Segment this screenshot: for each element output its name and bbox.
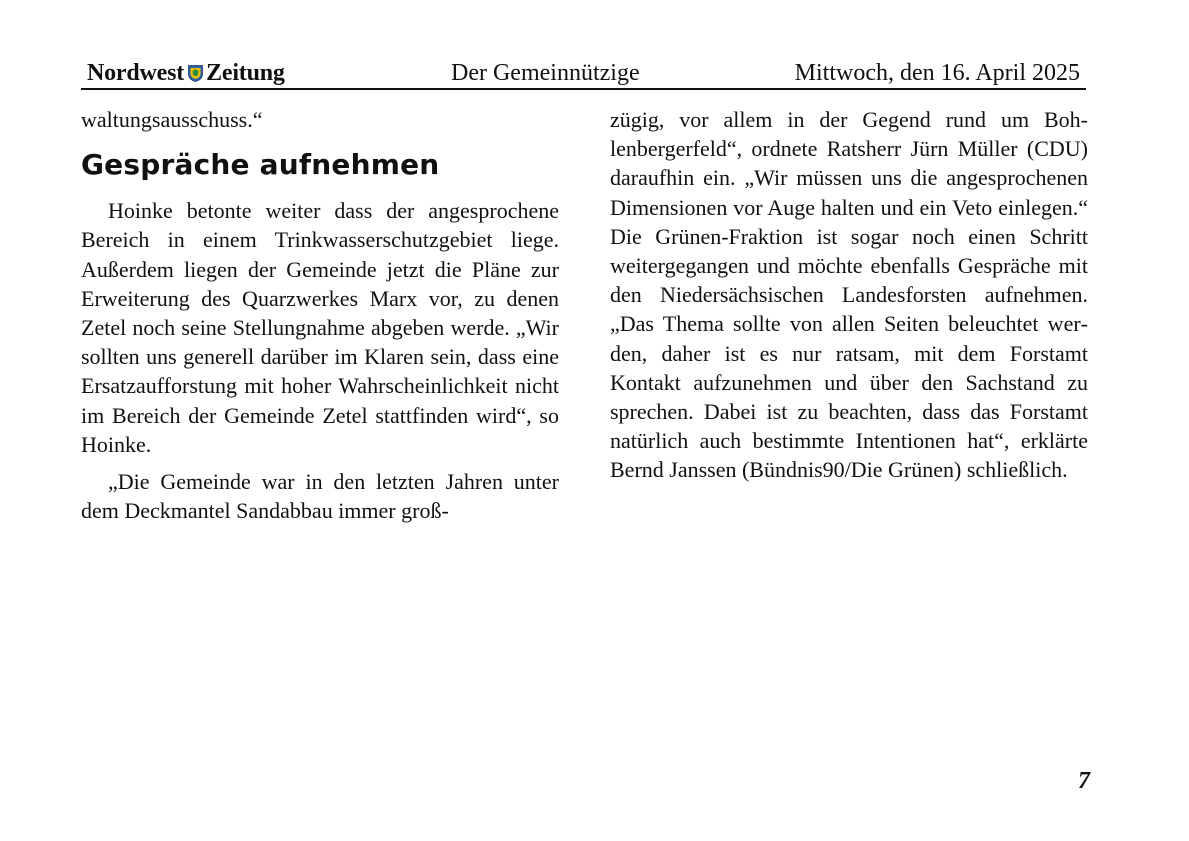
section-title: Der Gemeinnützige [451,60,640,86]
page-number: 7 [1078,768,1090,794]
continued-text: waltungsausschuss.“ [81,107,263,132]
article-column-left [81,105,559,525]
page-header [81,58,1086,90]
masthead-right-word: Zeitung [206,60,285,86]
article-subheading: Gespräche aufnehmen [81,148,440,182]
article-column-right [610,105,1088,485]
masthead-left-word: Nordwest [87,60,185,86]
article-paragraph-continued: zügig, vor allem in der Gegend rund um Bohlenbergerfeld“, ordnete Ratsherr Jürn Müller (CDU) daraufhin ein. „Wir müssen uns die angesprochenen Dimensionen vor Auge halten und ein Veto einlegen.“ Die Grünen-Fraktion ist sogar noch einen Schritt weitergegangen und möchte ebenfalls Gespräche mit den Niedersächsischen Landesforsten aufnehmen. „Das Thema sollte von allen Seiten beleuchtet werden, daher ist es nur ratsam, mit dem Forstamt Kontakt aufzunehmen und über den Sachstand zu sprechen. Dabei ist zu beachten, dass das Forstamt natürlich auch bestimmte Intentionen hat“, erklärte Bernd Janssen (Bündnis90/Die Grünen) schließlich. [610,107,1088,483]
article-paragraph: „Die Gemeinde war in den letzten Jahren unter dem Deckmantel Sandabbau immer groß- [81,469,559,524]
newspaper-masthead [87,60,285,87]
article-paragraph: Hoinke betonte weiter dass der angesprochene Bereich in einem Trinkwasserschutzgebiet liege. Außerdem liegen der Gemeinde jetzt die Pläne zur Erweiterung des Quarzwerkes Marx vor, zu denen Zetel noch seine Stellungnahme abgeben werde. „Wir sollten uns generell darüber im Klaren sein, dass eine Ersatzaufforstung mit hoher Wahrscheinlichkeit nicht im Bereich der Gemeinde Zetel stattfinden wird“, so Hoinke. [81,198,559,457]
coat-of-arms-icon [188,65,203,82]
issue-date: Mittwoch, den 16. April 2025 [794,60,1080,86]
